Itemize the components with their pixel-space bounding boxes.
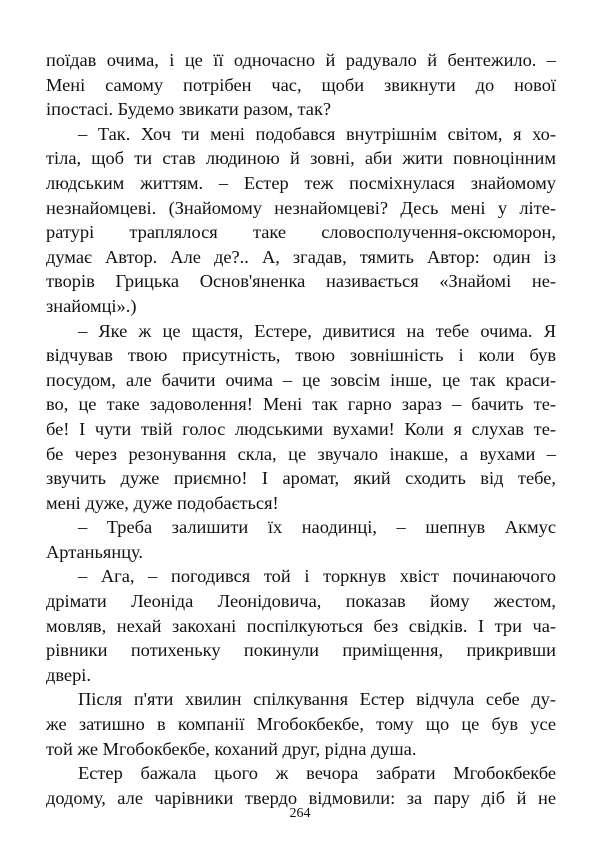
text-line: творів Грицька Основ'яненка називається «Знайомі не- (46, 271, 556, 292)
text-line: мовляв, нехай закохані поспілкуються без свідків. І три ча- (46, 615, 556, 636)
text-line: додому, але чарівники твердо відмовили: за пару діб й не (46, 787, 556, 808)
text-line: ратурі траплялося таке словосполучення-оксюморон, (46, 222, 556, 243)
page-number: 264 (289, 806, 311, 821)
text-line: Артаньянцу. (46, 541, 143, 562)
page-text (46, 48, 556, 810)
text-line: поїдав очима, і це її одночасно й радувало й бентежило. – (46, 50, 556, 70)
text-line: іпостасі. Будемо звикати разом, так? (46, 99, 332, 120)
text-line: – Яке ж це щастя, Естере, дивитися на тебе очима. Я (78, 320, 556, 341)
text-line: той же Мгобокбекбе, коханий друг, рідна душа. (46, 738, 417, 759)
text-line: тіла, щоб ти став людиною й зовні, аби жити повноцінним (46, 148, 556, 169)
text-line: посудом, але бачити очима – це зовсім інше, це так краси- (46, 369, 556, 390)
text-line: бе через резонування скла, це звучало інакше, а вухами – (46, 443, 556, 464)
text-line: знайомці».) (46, 295, 137, 316)
text-line: бе! І чути твій голос людськими вухами! Коли я слухав те- (46, 418, 556, 439)
text-line: – Треба залишити їх наодинці, – шепнув Акмус (78, 517, 556, 538)
text-line: же затишно в компанії Мгобокбекбе, тому що це був усе (46, 714, 556, 735)
text-line: – Ага, – погодився той і торкнув хвіст починаючого (78, 566, 556, 587)
text-line: звучить дуже приємно! І аромат, який сходить від тебе, (46, 468, 556, 489)
text-line: Після п'яти хвилин спілкування Естер відчула себе ду- (78, 689, 556, 710)
text-line: незнайомцеві. (Знайомому незнайомцеві? Десь мені у літе- (46, 197, 556, 218)
text-line: дрімати Леоніда Леонідовича, показав йому жестом, (46, 591, 556, 612)
text-line: Мені самому потрібен час, щоби звикнути до нової (46, 74, 556, 95)
text-line: мені дуже, дуже подобається! (46, 492, 279, 513)
text-line: рівники потихеньку покинули приміщення, прикривши (46, 640, 556, 661)
text-line: людським життям. – Естер теж посміхнулася знайомому (46, 172, 556, 193)
text-line: двері. (46, 664, 91, 685)
text-line: думає Автор. Але де?.. А, згадав, тямить Автор: один із (46, 246, 556, 267)
text-line: – Так. Хоч ти мені подобався внутрішнім світом, я хо- (78, 123, 556, 144)
text-line: Естер бажала цього ж вечора забрати Мгобокбекбе (78, 763, 556, 784)
text-line: відчував твою присутність, твою зовнішність і коли був (46, 345, 556, 366)
text-line: во, це таке задоволення! Мені так гарно зараз – бачить те- (46, 394, 556, 415)
